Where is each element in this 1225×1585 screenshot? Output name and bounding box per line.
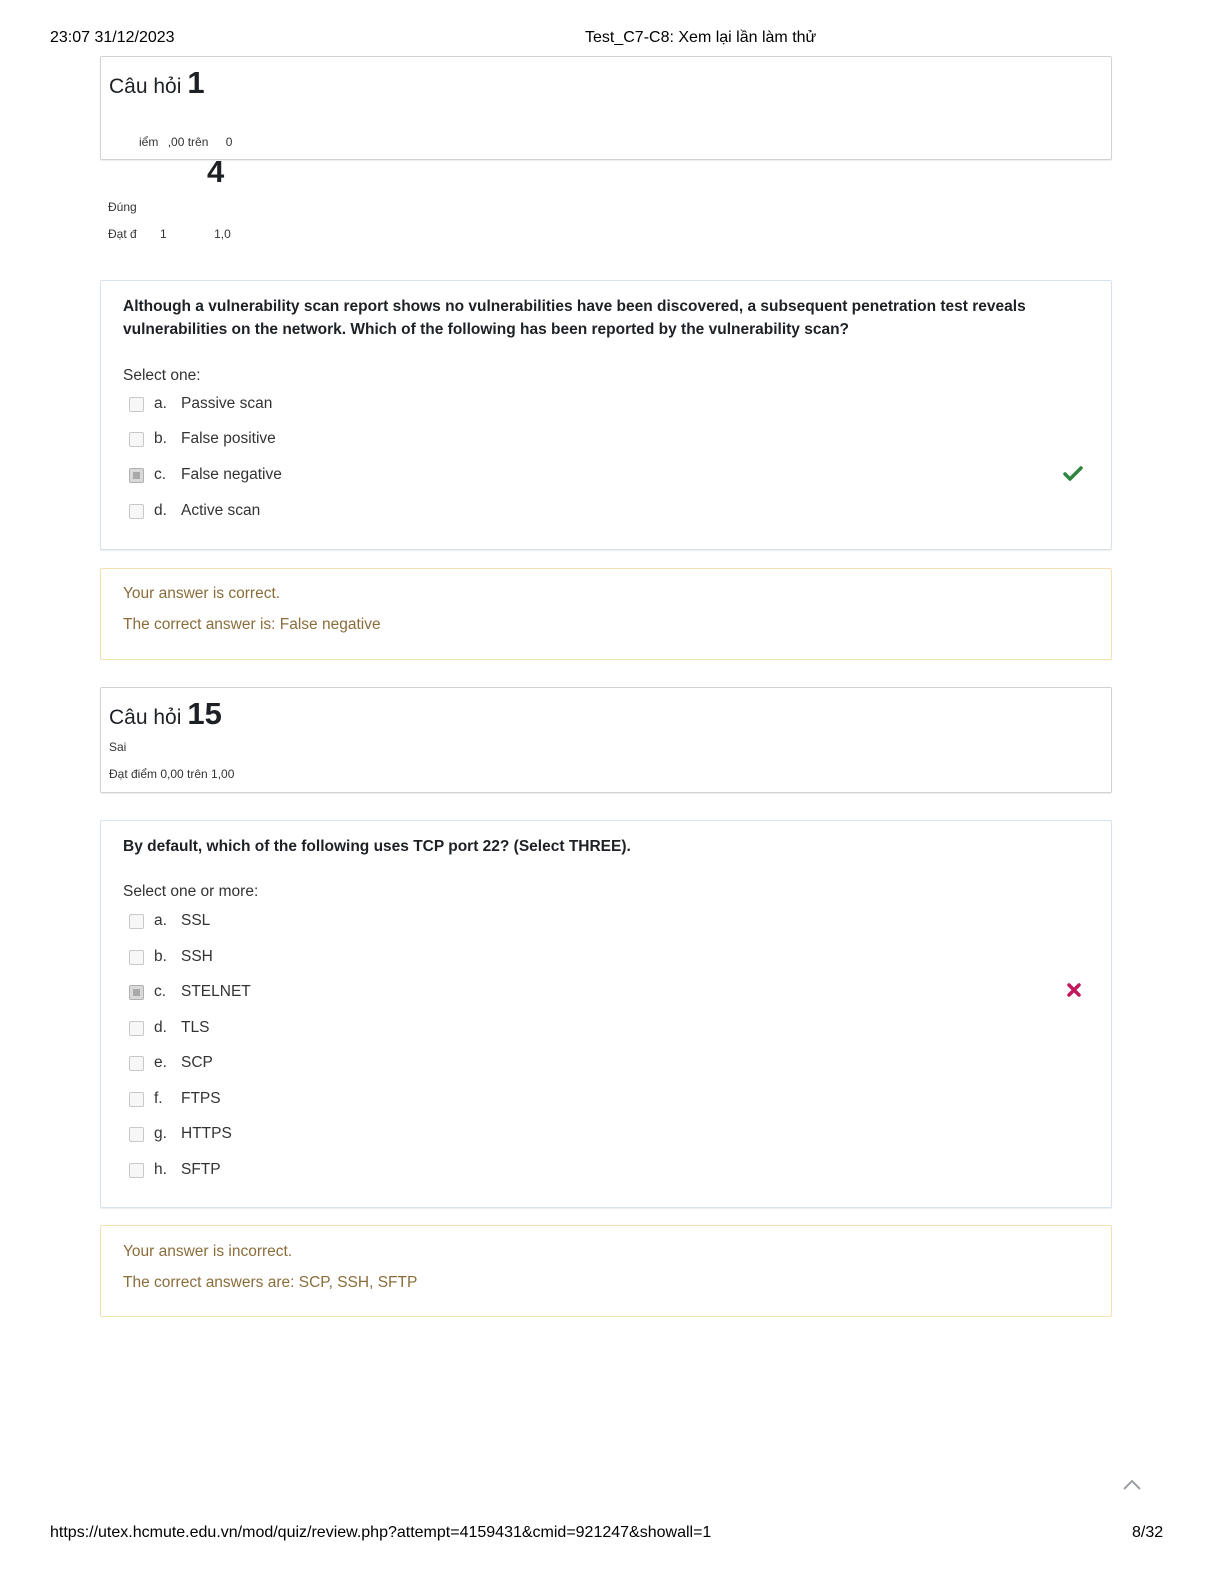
- checkbox-selected[interactable]: [129, 468, 144, 483]
- select-prompt: Select one or more:: [123, 883, 259, 900]
- feedback-result: Your answer is correct.: [123, 585, 281, 602]
- option-a[interactable]: a. SSL: [129, 909, 210, 933]
- option-b[interactable]: b. False positive: [129, 427, 276, 451]
- question-14-title: [109, 65, 205, 101]
- print-url: https://utex.hcmute.edu.vn/mod/quiz/review.php?attempt=4159431&cmid=921247&showall=1: [50, 1524, 712, 1541]
- print-page-title: Test_C7-C8: Xem lại lần làm thử: [585, 29, 817, 46]
- cross-icon: [1066, 982, 1082, 998]
- feedback-correct-answers: The correct answers are: SCP, SSH, SFTP: [123, 1274, 418, 1291]
- checkbox[interactable]: [129, 397, 144, 412]
- select-prompt: Select one:: [123, 367, 201, 384]
- grade-fragment: iểm ,00 trên 0: [139, 135, 233, 149]
- question-15-status: Sai: [109, 740, 127, 754]
- feedback-result: Your answer is incorrect.: [123, 1243, 293, 1260]
- option-h[interactable]: h. SFTP: [129, 1158, 221, 1182]
- option-f[interactable]: f. FTPS: [129, 1087, 221, 1111]
- option-b[interactable]: b. SSH: [129, 945, 213, 969]
- option-g[interactable]: g. HTTPS: [129, 1122, 232, 1146]
- question-15-feedback: [100, 1225, 1112, 1317]
- question-14-status: Đúng: [108, 200, 137, 214]
- checkbox[interactable]: [129, 1021, 144, 1036]
- chevron-up-icon[interactable]: [1122, 1478, 1142, 1492]
- question-14-info: [100, 56, 1112, 160]
- question-number: 15: [187, 696, 222, 731]
- checkbox-selected[interactable]: [129, 985, 144, 1000]
- question-15-info: [100, 687, 1112, 793]
- checkbox[interactable]: [129, 1127, 144, 1142]
- option-a[interactable]: a. Passive scan: [129, 392, 272, 416]
- feedback-correct-answer: The correct answer is: False negative: [123, 616, 381, 633]
- checkbox[interactable]: [129, 432, 144, 447]
- question-15-content: [100, 820, 1112, 1208]
- question-number-overflow: 4: [207, 154, 225, 189]
- checkbox[interactable]: [129, 914, 144, 929]
- option-c[interactable]: c. False negative: [129, 463, 282, 487]
- option-e[interactable]: e. SCP: [129, 1051, 213, 1075]
- print-datetime: 23:07 31/12/2023: [50, 29, 175, 46]
- question-14-feedback: [100, 568, 1112, 660]
- question-text: By default, which of the following uses TCP port 22? (Select THREE).: [123, 838, 631, 855]
- question-15-grade: Đạt điểm 0,00 trên 1,00: [109, 767, 235, 781]
- question-14-content: [100, 280, 1112, 550]
- checkbox[interactable]: [129, 1163, 144, 1178]
- option-d[interactable]: d. TLS: [129, 1016, 209, 1040]
- option-d[interactable]: d. Active scan: [129, 499, 260, 523]
- checkbox[interactable]: [129, 1056, 144, 1071]
- question-text: Although a vulnerability scan report shows no vulnerabilities have been discovered, a subsequent penetration test reveals vulnerabilities on the network. Which of the following has been reported by the vulnerability scan?: [123, 298, 1026, 338]
- check-icon: [1063, 465, 1083, 483]
- option-c[interactable]: c. STELNET: [129, 980, 251, 1004]
- question-14-grade: Đạt đ 1 1,0: [108, 227, 231, 241]
- question-number: 1: [187, 65, 205, 100]
- question-label: Câu hỏi: [109, 75, 182, 98]
- print-page-number: 8/32: [1132, 1524, 1164, 1541]
- checkbox[interactable]: [129, 504, 144, 519]
- checkbox[interactable]: [129, 950, 144, 965]
- question-15-title: [109, 696, 222, 732]
- question-label: Câu hỏi: [109, 706, 182, 729]
- checkbox[interactable]: [129, 1092, 144, 1107]
